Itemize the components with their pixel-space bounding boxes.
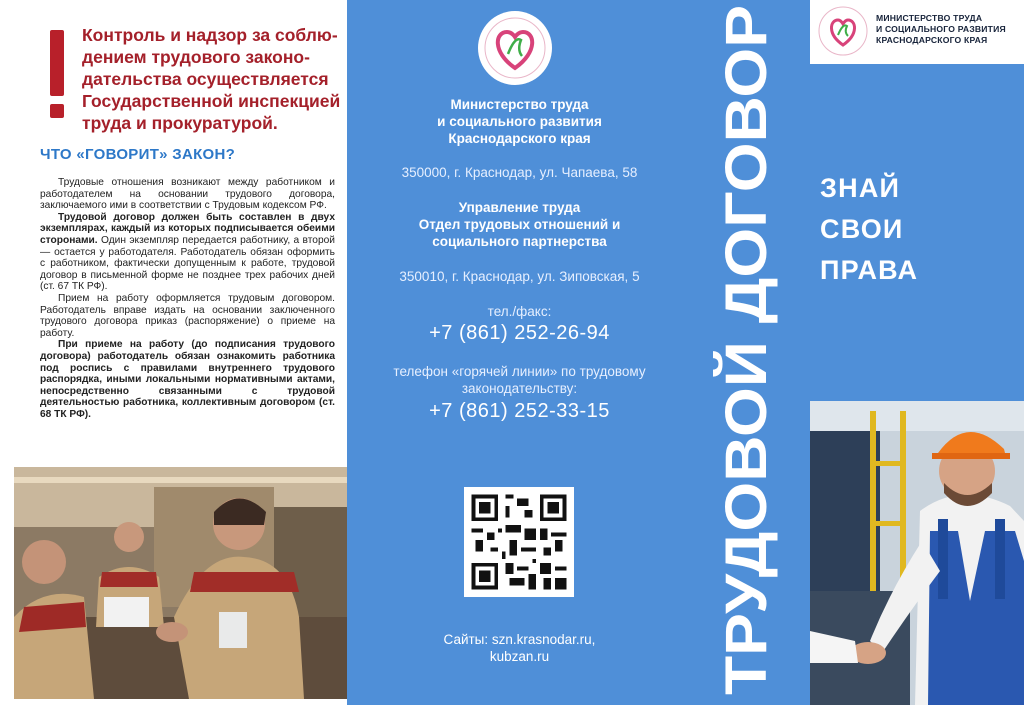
law-heading: ЧТО «ГОВОРИТ» ЗАКОН? (40, 146, 236, 163)
address-department: 350010, г. Краснодар, ул. Зиповская, 5 (399, 269, 640, 284)
svg-text:ТРУДОВОЙ ДОГОВОР: ТРУДОВОЙ ДОГОВОР (714, 70, 779, 695)
law-text (40, 177, 335, 420)
law-paragraph-1: Трудовые отношения возникают между работником и работодателем на основании трудового договора, заключаемого ими в соответствии с Трудовым кодексом РФ. (40, 177, 335, 212)
exclamation-dot-icon (50, 104, 64, 118)
websites: Сайты: szn.krasnodar.ru, kubzan.ru (443, 632, 596, 664)
warning-text: Контроль и надзор за соблю- дением трудового законо- дательства осуществляется Государственной инспекцией труда и прокуратурой. (82, 25, 341, 133)
ministry-name: Министерство труда и социального развития Краснодарского края (437, 97, 602, 146)
ministry-header (810, 0, 1024, 64)
worker-handshake-photo (810, 401, 1024, 705)
hotline-label: телефон «горячей линии» по трудовому законодательству: (393, 364, 646, 396)
ministry-name-small: МИНИСТЕРСТВО ТРУДА И СОЦИАЛЬНОГО РАЗВИТИЯ КРАСНОДАРСКОГО КРАЯ (876, 13, 1006, 45)
left-panel (0, 0, 347, 705)
law-paragraph-4: При приеме на работу (до подписания трудового договора) работодатель обязан ознакомить работника под роспись с правилами внутреннего трудового распорядка, иными локальными нормативными актами, непосредственно связанными с трудовой деятельностью работника, коллективным договором (ст. 68 ТК РФ). (40, 339, 335, 420)
phone-label: тел./факс: (487, 304, 552, 319)
slogan: ЗНАЙ СВОИ ПРАВА (820, 173, 919, 285)
workers-handshake-photo (14, 467, 347, 699)
law-paragraph-2: Трудовой договор должен быть составлен в двух экземплярах, каждый из которых подписывается обеими сторонами. Один экземпляр передается работнику, а второй — остается у работодателя. Работодатель обязан оформить с работником, фактически допущенным к работе, трудовой договор в письменной форме не позднее трех рабочих дней (ст. 67 ТК РФ). (40, 211, 335, 293)
address-ministry: 350000, г. Краснодар, ул. Чапаева, 58 (401, 165, 638, 180)
hotline-phone-number[interactable]: +7 (861) 252-33-15 (429, 400, 610, 422)
phone-number[interactable]: +7 (861) 252-26-94 (429, 322, 610, 344)
vertical-title (705, 0, 785, 703)
right-panel (810, 0, 1024, 705)
qr-code-icon[interactable] (464, 487, 574, 597)
law-paragraph-3: Прием на работу оформляется трудовым договором. Работодатель вправе издать на основании заключенного трудового договора приказ (распоряжение) о приеме на работу. (40, 292, 335, 339)
ministry-heart-logo-icon (818, 6, 868, 56)
middle-panel (347, 0, 810, 705)
exclamation-icon (50, 30, 64, 96)
department-name: Управление труда Отдел трудовых отношений и социального партнерства (418, 200, 621, 249)
ministry-heart-logo-icon (477, 10, 553, 86)
